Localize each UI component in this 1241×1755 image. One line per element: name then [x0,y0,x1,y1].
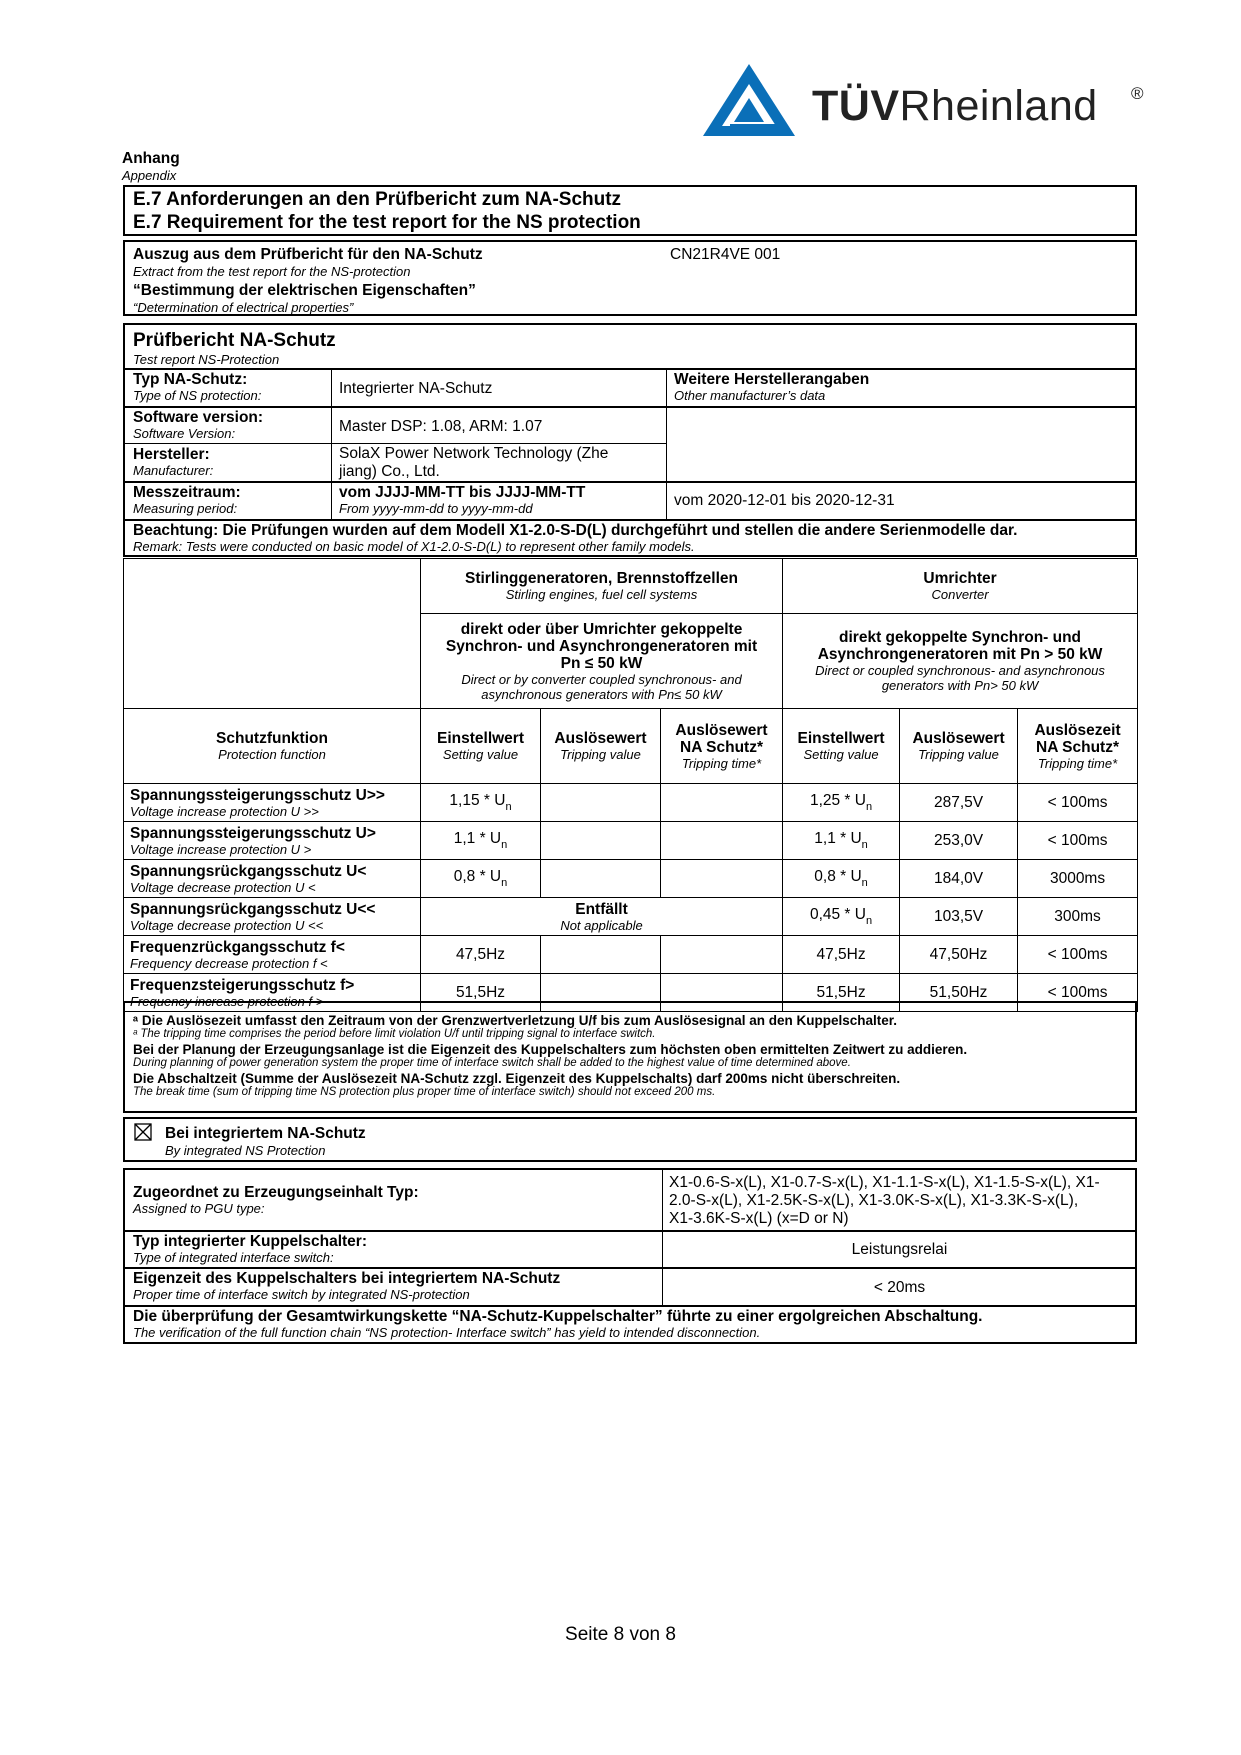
switch-type-label-en: Type of integrated interface switch: [133,1250,334,1265]
divider [125,1267,1135,1269]
tripping-cell: 51,50Hz [900,974,1018,1012]
registered-mark: ® [1131,84,1144,103]
head-time-2 [1018,709,1138,784]
table-row [124,936,1138,974]
assigned-value-3: X1-3.6K-S-x(L) (x=D or N) [669,1210,849,1227]
remark-en: Remark: Tests were conducted on basic model of X1-2.0-S-D(L) to represent other family models. [133,539,695,554]
brand-name [812,82,1098,131]
integrated-label-en: By integrated NS Protection [165,1143,326,1158]
function-cell [124,822,421,860]
time-cell: < 100ms [1018,822,1138,860]
divider [125,443,666,444]
empty-header-cell [124,559,421,709]
setting-cell: 51,5Hz [421,974,541,1012]
protection-table [123,558,1138,1012]
footnote-b-de: Bei der Planung der Erzeugungsanlage ist die Eigenzeit des Kuppelschalters zum höchsten oben ermittelten Zeitwert zu addieren. [133,1042,968,1057]
tripping-cell [541,784,661,822]
subgroup1-en-2: asynchronous generators with Pn≤ 50 kW [481,686,722,702]
subgroup1-en-1: Direct or by converter coupled synchronous- and [461,671,742,687]
assigned-label-en: Assigned to PGU type: [133,1201,265,1216]
head-tripping-2 [900,709,1018,784]
tripping-cell [541,860,661,898]
subgroup1-line3: Pn ≤ 50 kW [560,654,643,672]
time-cell [661,822,783,860]
not-applicable-cell [421,898,783,936]
setting-cell [783,784,900,822]
table-row [124,860,1138,898]
other-data-en: Other manufacturer’s data [674,388,826,403]
tripping-cell: 103,5V [900,898,1018,936]
head-tripping-en: Tripping value [560,747,641,762]
head-function-de: Schutzfunktion [216,730,328,747]
tripping-cell: 47,50Hz [900,936,1018,974]
function-name-en: Voltage decrease protection U << [130,917,324,933]
head-setting-en: Setting value [803,747,879,762]
head-setting-2 [783,709,900,784]
report-title-en: Test report NS-Protection [133,352,280,367]
setting-subscript: n [865,801,873,813]
period-label-en: Measuring period: [133,501,238,516]
divider [331,368,332,519]
appendix-title: Anhang [122,150,180,167]
head-time-de-2: NA Schutz* [680,738,763,756]
divider [662,1170,663,1305]
column-header-row [124,709,1138,784]
function-name-de: Spannungssteigerungsschutz U>> [130,786,385,804]
manufacturer-label-en: Manufacturer: [133,463,214,478]
footnotes-box [123,1001,1137,1113]
setting-value: 1,1 * U [453,830,502,847]
group-header-row [124,559,1138,614]
group1-en: Stirling engines, fuel cell systems [505,587,698,602]
extract-subtitle-de: “Bestimmung der elektrischen Eigenschaften” [133,282,476,299]
divider [125,368,1135,370]
group2-de: Umrichter [923,570,997,587]
subgroup2-header [783,614,1138,709]
head-tripping-de: Auslösewert [554,730,647,747]
footnote-a-en: ᵃ The tripping time comprises the period before limit violation U/f until tripping signal to interface switch. [133,1028,656,1040]
proper-time-label-de: Eigenzeit des Kuppelschalters bei integriertem NA-Schutz [133,1270,561,1287]
group1-de: Stirlinggeneratoren, Brennstoffzellen [465,570,739,587]
footnote-b-en: During planning of power generation system the proper time of interface switch shall be added to the highest value of time determined above. [133,1057,851,1069]
extract-title-en: Extract from the test report for the NS-protection [133,264,411,279]
setting-cell [421,860,541,898]
function-name-de: Spannungsrückgangsschutz U<< [130,900,376,918]
function-name-de: Spannungsrückgangsschutz U< [130,862,367,880]
section-title-en: E.7 Requirement for the test report for the NS protection [133,212,641,233]
footnote-c-de: Die Abschaltzeit (Summe der Auslösezeit NA-Schutz zzgl. Eigenzeit des Kuppelschalts) darf 200ms nicht überschreiten. [133,1071,901,1086]
group2-en: Converter [931,587,989,602]
tripping-cell [541,936,661,974]
report-number: CN21R4VE 001 [670,246,781,263]
setting-cell [421,822,541,860]
proper-time-value: < 20ms [873,1279,926,1296]
footnote-a-de: ᵃ Die Auslösezeit umfasst den Zeitraum von der Grenzwertverletzung U/f bis zum Auslösesignal an den Kuppelschalter. [133,1013,898,1028]
extract-box [123,240,1137,316]
manufacturer-label-de: Hersteller: [133,446,210,463]
head-time-de-1: Auslösewert [675,721,768,739]
function-name-en: Voltage increase protection U >> [130,803,319,819]
setting-subscript: n [861,877,868,889]
pgu-box [123,1168,1137,1344]
head-function [124,709,421,784]
setting-value: 1,15 * U [449,792,506,809]
setting-cell: 51,5Hz [783,974,900,1012]
setting-value: 1,25 * U [809,792,866,809]
section-title-box [123,185,1137,236]
verification-en: The verification of the full function chain “NS protection- Interface switch” has yield to intended disconnection. [133,1325,761,1340]
time-cell: 3000ms [1018,860,1138,898]
software-value: Master DSP: 1.08, ARM: 1.07 [339,418,543,435]
period-format-en: From yyyy-mm-dd to yyyy-mm-dd [339,501,533,516]
other-data-de: Weitere Herstellerangaben [674,371,870,388]
tripping-cell: 253,0V [900,822,1018,860]
setting-subscript: n [501,839,508,851]
setting-value: 1,1 * U [814,830,862,847]
report-title-de: Prüfbericht NA-Schutz [133,330,336,351]
subgroup1-line1: direkt oder über Umrichter gekoppelte [460,620,743,638]
subgroup1-line2: Synchron- und Asynchrongeneratoren mit [445,637,758,655]
time-cell: < 100ms [1018,936,1138,974]
footnote-c-en: The break time (sum of tripping time NS protection plus proper time of interface switch) should not exceed 200 ms. [133,1086,716,1098]
divider [666,368,667,519]
tripping-cell: 184,0V [900,860,1018,898]
table-row [124,784,1138,822]
extract-title-de: Auszug aus dem Prüfbericht für den NA-Schutz [133,246,483,263]
function-name-en: Frequency increase protection f > [130,993,324,1009]
subgroup2-line1: direkt gekoppelte Synchron- und [839,629,1082,646]
checkbox-checked-icon[interactable] [134,1123,152,1141]
time-cell: < 100ms [1018,784,1138,822]
time-cell [661,936,783,974]
manufacturer-value-2: jiang) Co., Ltd. [339,463,440,480]
head-function-en: Protection function [218,747,326,762]
head-time2-de-1: Auslösezeit [1034,721,1121,739]
divider [125,519,1135,521]
head-tripping-1 [541,709,661,784]
function-name-de: Frequenzrückgangsschutz f< [130,938,345,956]
divider [125,1305,1135,1307]
head-time-1 [661,709,783,784]
switch-type-value: Leistungsrelai [851,1241,948,1258]
type-label-de: Typ NA-Schutz: [133,371,248,388]
function-name-de: Spannungssteigerungsschutz U> [130,824,376,842]
function-cell [124,898,421,936]
type-label-en: Type of NS protection: [133,388,262,403]
divider [125,406,1135,408]
setting-value: 0,45 * U [809,906,866,923]
integrated-label-de: Bei integriertem NA-Schutz [165,1125,366,1142]
remark-de: Beachtung: Die Prüfungen wurden auf dem Modell X1-2.0-S-D(L) durchgeführt und stellen die andere Serienmodelle dar. [133,522,1018,539]
time-cell [661,784,783,822]
head-setting-en: Setting value [442,747,519,762]
assigned-value-2: 2.0-S-x(L), X1-2.5K-S-x(L), X1-3.0K-S-x(L), X1-3.3K-S-x(L), [669,1192,1079,1209]
time-cell [661,860,783,898]
setting-subscript: n [501,877,508,889]
tripping-cell [541,822,661,860]
subgroup2-en-2: generators with Pn> 50 kW [881,678,1039,693]
head-time-en: Tripping time* [681,755,762,771]
divider [125,1230,1135,1232]
not-applicable-de: Entfällt [575,900,628,918]
setting-cell [421,784,541,822]
not-applicable-en: Not applicable [560,917,643,933]
time-cell: 300ms [1018,898,1138,936]
head-tripping-en: Tripping value [918,747,999,762]
software-label-de: Software version: [133,409,264,426]
verification-de: Die überprüfung der Gesamtwirkungskette “NA-Schutz-Kuppelschalter” führte zu einer ergolgreichen Abschaltung. [133,1308,983,1325]
type-value: Integrierter NA-Schutz [339,380,493,397]
setting-value: 0,8 * U [814,868,862,885]
function-cell [124,784,421,822]
page-number: Seite 8 von 8 [565,1624,676,1645]
subgroup1-header [421,614,783,709]
setting-subscript: n [865,915,873,927]
table-row [124,898,1138,936]
setting-subscript: n [861,839,868,851]
time-cell: < 100ms [1018,974,1138,1012]
table-row [124,822,1138,860]
brand-rest: Rheinland [899,82,1098,130]
setting-cell [783,898,900,936]
assigned-label-de: Zugeordnet zu Erzeugungseinhalt Typ: [133,1184,419,1201]
period-format-de: vom JJJJ-MM-TT bis JJJJ-MM-TT [339,484,586,501]
subgroup2-line2: Asynchrongeneratoren mit Pn > 50 kW [817,646,1103,663]
function-name-en: Frequency decrease protection f < [130,955,328,971]
function-name-en: Voltage increase protection U > [130,841,312,857]
head-setting-1 [421,709,541,784]
setting-cell: 47,5Hz [421,936,541,974]
head-setting-de: Einstellwert [797,730,885,747]
integrated-box [123,1117,1137,1162]
group1-header [421,559,783,614]
period-label-de: Messzeitraum: [133,484,241,501]
function-cell [124,936,421,974]
setting-cell [783,860,900,898]
appendix-subtitle: Appendix [122,168,177,183]
head-time2-de-2: NA Schutz* [1036,738,1120,756]
section-title-de: E.7 Anforderungen an den Prüfbericht zum NA-Schutz [133,189,622,210]
tripping-cell: 287,5V [900,784,1018,822]
group2-header [783,559,1138,614]
extract-subtitle-en: “Determination of electrical properties” [133,300,354,315]
setting-cell [783,822,900,860]
head-time2-en: Tripping time* [1037,755,1118,771]
switch-type-label-de: Typ integrierter Kuppelschalter: [133,1233,367,1250]
function-name-en: Voltage decrease protection U < [130,879,316,895]
period-value: vom 2020-12-01 bis 2020-12-31 [674,492,895,509]
head-setting-de: Einstellwert [437,730,524,747]
software-label-en: Software Version: [133,426,236,441]
divider [125,481,1135,483]
report-info-box [123,323,1137,557]
proper-time-label-en: Proper time of interface switch by integrated NS-protection [133,1287,470,1302]
tuv-logo-icon [700,60,798,140]
function-cell [124,860,421,898]
function-name-de: Frequenzsteigerungsschutz f> [130,976,355,994]
setting-cell: 47,5Hz [783,936,900,974]
manufacturer-value-1: SolaX Power Network Technology (Zhe [339,445,609,462]
head-tripping-de: Auslösewert [912,730,1005,747]
setting-value: 0,8 * U [453,868,502,885]
brand-bold: TÜV [812,82,900,130]
assigned-value-1: X1-0.6-S-x(L), X1-0.7-S-x(L), X1-1.1-S-x(L), X1-1.5-S-x(L), X1- [669,1174,1100,1191]
setting-subscript: n [505,801,512,813]
subgroup2-en-1: Direct or coupled synchronous- and asynchronous [815,663,1105,678]
